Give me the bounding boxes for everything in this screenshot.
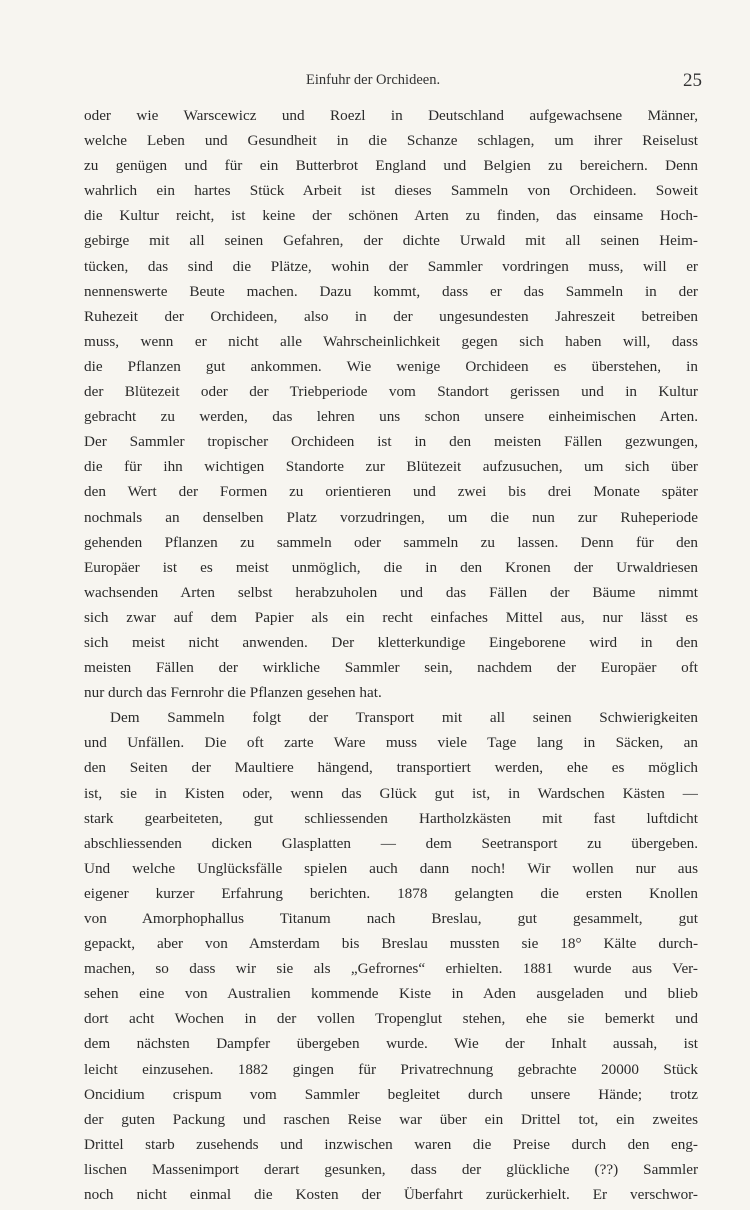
running-title: Einfuhr der Orchideen. [306,72,441,88]
text-line: wachsenden Arten selbst herabzuholen und das Fällen der Bäume nimmt [84,583,698,601]
text-line: dort acht Wochen in der vollen Tropenglut stehen, ehe sie bemerkt und [84,1010,698,1028]
body-text [84,103,698,1207]
text-line: machen, so dass wir sie als „Gefrornes“ erhielten. 1881 wurde aus Ver- [84,960,698,978]
text-line: den Wert der Formen zu orientieren und zwei bis drei Monate später [84,483,698,501]
text-line: gehenden Pflanzen zu sammeln oder sammeln zu lassen. Denn für den [84,533,698,551]
text-line: Dem Sammeln folgt der Transport mit all seinen Schwierigkeiten [110,709,698,727]
text-line: oder wie Warscewicz und Roezl in Deutschland aufgewachsene Männer, [84,107,698,124]
text-line: die Pflanzen gut ankommen. Wie wenige Orchideen es überstehen, in [84,357,698,375]
text-line: gebirge mit all seinen Gefahren, der dichte Urwald mit all seinen Heim- [84,232,698,250]
text-line: zu genügen und für ein Butterbrot England und Belgien zu bereichern. Denn [84,157,698,175]
text-line: sich meist nicht anwenden. Der kletterkundige Eingeborene wird in den [84,633,698,651]
text-line: nochmals an denselben Platz vorzudringen, um die nun zur Ruheperiode [84,508,698,526]
text-line: ist, sie in Kisten oder, wenn das Glück gut ist, in Wardschen Kästen — [84,784,698,802]
text-line: eigener kurzer Erfahrung berichten. 1878 gelangten die ersten Knollen [84,884,698,902]
text-line: Oncidium crispum vom Sammler begleitet durch unsere Hände; trotz [84,1085,698,1103]
text-line: stark gearbeiteten, gut schliessenden Hartholzkästen mit fast luftdicht [84,809,698,827]
text-line: tücken, das sind die Plätze, wohin der Sammler vordringen muss, will er [84,257,698,275]
text-line: und Unfällen. Die oft zarte Ware muss viele Tage lang in Säcken, an [84,734,698,752]
text-line: noch nicht einmal die Kosten der Überfahrt zurückerhielt. Er verschwor- [84,1186,698,1204]
text-line: meisten Fällen der wirkliche Sammler sein, nachdem der Europäer oft [84,659,698,677]
text-line: die für ihn wichtigen Standorte zur Blütezeit aufzusuchen, um sich über [84,458,698,476]
text-line: Der Sammler tropischer Orchideen ist in den meisten Fällen gezwungen, [84,433,698,451]
text-line: nur durch das Fernrohr die Pflanzen gesehen hat. [84,684,382,702]
text-line: den Seiten der Maultiere hängend, transportiert werden, ehe es möglich [84,759,698,777]
text-line: sich zwar auf dem Papier als ein recht einfaches Mittel aus, nur lässt es [84,608,698,626]
text-line: Und welche Unglücksfälle spielen auch dann noch! Wir wollen nur aus [84,859,698,877]
text-line: der Blütezeit oder der Triebperiode vom Standort gerissen und in Kultur [84,383,698,401]
text-line: abschliessenden dicken Glasplatten — dem Seetransport zu übergeben. [84,834,698,852]
text-line: dem nächsten Dampfer übergeben wurde. Wie der Inhalt aussah, ist [84,1035,698,1053]
page-header [0,70,750,94]
text-line: leicht einzusehen. 1882 gingen für Privatrechnung gebrachte 20000 Stück [84,1060,698,1078]
text-line: nennenswerte Beute machen. Dazu kommt, dass er das Sammeln in der [84,282,698,300]
text-line: Ruhezeit der Orchideen, also in der ungesundesten Jahreszeit betreiben [84,307,698,325]
text-line: gebracht zu werden, das lehren uns schon unsere einheimischen Arten. [84,408,698,426]
text-line: Europäer ist es meist unmöglich, die in den Kronen der Urwaldriesen [84,558,698,576]
text-line: von Amorphophallus Titanum nach Breslau, gut gesammelt, gut [84,910,698,927]
text-line: wahrlich ein hartes Stück Arbeit ist dieses Sammeln von Orchideen. Soweit [84,182,698,200]
page-number: 25 [683,70,702,91]
text-line: sehen eine von Australien kommende Kiste in Aden ausgeladen und blieb [84,985,698,1003]
text-line: lischen Massenimport derart gesunken, dass der glückliche (??) Sammler [84,1160,698,1178]
text-line: die Kultur reicht, ist keine der schönen Arten zu finden, das einsame Hoch- [84,207,698,225]
text-line: muss, wenn er nicht alle Wahrscheinlichkeit gegen sich haben will, dass [84,332,698,350]
text-line: Drittel starb zusehends und inzwischen waren die Preise durch den eng- [84,1135,698,1153]
text-line: der guten Packung und raschen Reise war über ein Drittel tot, ein zweites [84,1110,698,1128]
text-line: gepackt, aber von Amsterdam bis Breslau mussten sie 18° Kälte durch- [84,935,698,953]
text-line: welche Leben und Gesundheit in die Schanze schlagen, um ihrer Reiselust [84,132,698,150]
